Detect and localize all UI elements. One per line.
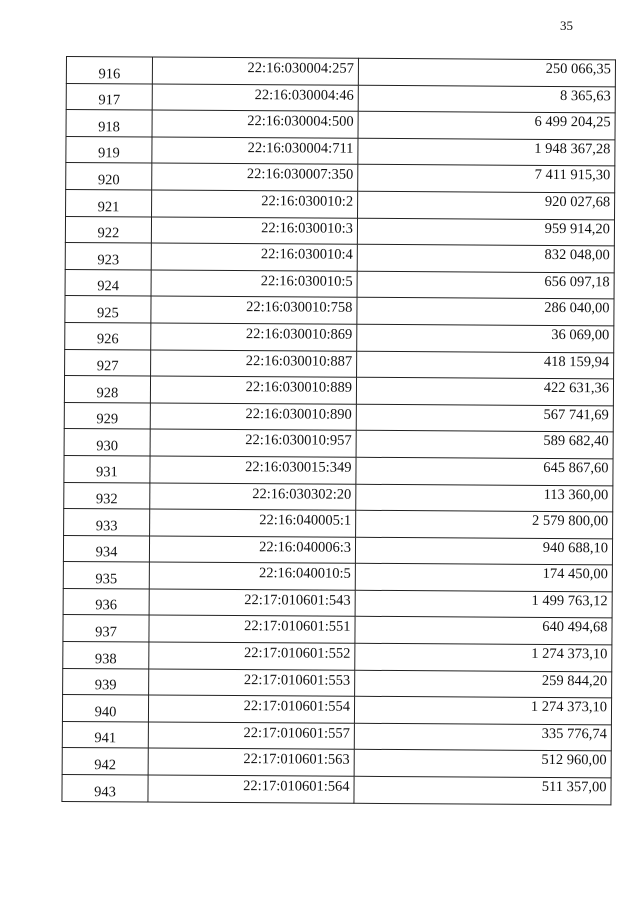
table-row (64, 455, 613, 485)
value-cell: 418 159,94 (357, 351, 614, 379)
value-cell: 512 960,00 (354, 750, 611, 778)
table-body (62, 57, 616, 805)
table-row (63, 562, 612, 592)
table-row (64, 376, 613, 406)
cadastral-number-cell: 22:16:030302:20 (150, 483, 356, 511)
value-cell: 6 499 204,25 (358, 111, 615, 139)
page-number: 35 (560, 18, 573, 33)
value-cell: 567 741,69 (356, 404, 613, 432)
table-row (65, 296, 614, 326)
cadastral-number-cell: 22:16:030010:957 (150, 429, 356, 457)
row-number-cell: 933 (64, 509, 150, 536)
value-cell: 920 027,68 (358, 191, 615, 219)
cadastral-number-cell: 22:17:010601:563 (148, 748, 354, 776)
table-row (63, 615, 612, 645)
table-row (62, 748, 611, 778)
cadastral-number-cell: 22:16:030007:350 (152, 163, 358, 191)
table-row (66, 136, 615, 166)
table-row (66, 189, 615, 219)
row-number-cell: 931 (64, 455, 150, 482)
row-number-cell: 926 (65, 322, 151, 349)
table-row (65, 349, 614, 379)
row-number-cell: 928 (64, 376, 150, 403)
row-number-cell: 934 (63, 535, 149, 562)
cadastral-number-cell: 22:16:030010:890 (150, 403, 356, 431)
value-cell: 8 365,63 (358, 85, 615, 113)
cadastral-number-cell: 22:17:010601:554 (148, 695, 354, 723)
table-row (62, 721, 611, 751)
value-cell: 1 274 373,10 (355, 643, 612, 671)
row-number-cell: 925 (65, 296, 151, 323)
row-number-cell: 917 (66, 83, 152, 110)
table-row (63, 668, 612, 698)
cadastral-number-cell: 22:16:030010:3 (151, 217, 357, 245)
cadastral-number-cell: 22:16:030010:889 (150, 376, 356, 404)
table-row (66, 83, 615, 113)
cadastral-number-cell: 22:16:030010:758 (151, 296, 357, 324)
value-cell: 645 867,60 (356, 457, 613, 485)
cadastral-number-cell: 22:16:040010:5 (149, 562, 355, 590)
row-number-cell: 922 (65, 216, 151, 243)
row-number-cell: 916 (66, 57, 152, 84)
value-cell: 286 040,00 (357, 298, 614, 326)
cadastral-number-cell: 22:17:010601:564 (148, 775, 354, 803)
value-cell: 422 631,36 (356, 377, 613, 405)
cadastral-number-cell: 22:16:040005:1 (150, 509, 356, 537)
table-row (66, 163, 615, 193)
row-number-cell: 921 (66, 189, 152, 216)
row-number-cell: 942 (62, 748, 148, 775)
value-cell: 259 844,20 (355, 670, 612, 698)
cadastral-number-cell: 22:16:030004:257 (152, 57, 358, 85)
value-cell: 7 411 915,30 (358, 165, 615, 193)
cadastral-number-cell: 22:16:030010:4 (151, 243, 357, 271)
row-number-cell: 939 (63, 668, 149, 695)
cadastral-table (61, 56, 616, 805)
row-number-cell: 943 (62, 775, 148, 802)
value-cell: 511 357,00 (354, 776, 611, 804)
value-cell: 656 097,18 (357, 271, 614, 299)
table-row (63, 535, 612, 565)
cadastral-number-cell: 22:16:030010:5 (151, 270, 357, 298)
cadastral-number-cell: 22:16:030015:349 (150, 456, 356, 484)
table-row (64, 402, 613, 432)
cadastral-number-cell: 22:16:030010:869 (151, 323, 357, 351)
table-row (66, 110, 615, 140)
row-number-cell: 924 (65, 269, 151, 296)
value-cell: 959 914,20 (357, 218, 614, 246)
row-number-cell: 941 (62, 721, 148, 748)
cadastral-number-cell: 22:17:010601:543 (149, 589, 355, 617)
row-number-cell: 936 (63, 588, 149, 615)
cadastral-number-cell: 22:16:030004:711 (152, 137, 358, 165)
table-row (65, 216, 614, 246)
table-row (64, 429, 613, 459)
table-row (63, 588, 612, 618)
value-cell: 36 069,00 (357, 324, 614, 352)
cadastral-number-cell: 22:17:010601:552 (149, 642, 355, 670)
row-number-cell: 932 (64, 482, 150, 509)
row-number-cell: 929 (64, 402, 150, 429)
cadastral-number-cell: 22:16:030010:2 (152, 190, 358, 218)
cadastral-number-cell: 22:16:030010:887 (151, 350, 357, 378)
cadastral-number-cell: 22:16:030004:500 (152, 110, 358, 138)
value-cell: 640 494,68 (355, 617, 612, 645)
cadastral-number-cell: 22:17:010601:557 (148, 722, 354, 750)
value-cell: 113 360,00 (356, 484, 613, 512)
cadastral-number-cell: 22:17:010601:553 (149, 669, 355, 697)
cadastral-table-wrapper (61, 56, 616, 805)
value-cell: 1 274 373,10 (354, 697, 611, 725)
row-number-cell: 930 (64, 429, 150, 456)
cadastral-number-cell: 22:17:010601:551 (149, 615, 355, 643)
cadastral-number-cell: 22:16:030004:46 (152, 84, 358, 112)
table-row (65, 243, 614, 273)
row-number-cell: 927 (65, 349, 151, 376)
table-row (64, 509, 613, 539)
table-row (64, 482, 613, 512)
row-number-cell: 937 (63, 615, 149, 642)
row-number-cell: 919 (66, 136, 152, 163)
value-cell: 250 066,35 (358, 58, 615, 86)
table-row (66, 57, 615, 87)
value-cell: 174 450,00 (355, 564, 612, 592)
value-cell: 832 048,00 (357, 244, 614, 272)
table-row (65, 322, 614, 352)
value-cell: 1 948 367,28 (358, 138, 615, 166)
table-row (62, 775, 611, 805)
value-cell: 940 688,10 (355, 537, 612, 565)
value-cell: 589 682,40 (356, 431, 613, 459)
row-number-cell: 940 (62, 695, 148, 722)
value-cell: 335 776,74 (354, 723, 611, 751)
row-number-cell: 920 (66, 163, 152, 190)
table-row (63, 642, 612, 672)
cadastral-number-cell: 22:16:040006:3 (149, 536, 355, 564)
table-row (65, 269, 614, 299)
value-cell: 1 499 763,12 (355, 590, 612, 618)
row-number-cell: 923 (65, 243, 151, 270)
row-number-cell: 935 (63, 562, 149, 589)
row-number-cell: 938 (63, 642, 149, 669)
value-cell: 2 579 800,00 (356, 510, 613, 538)
row-number-cell: 918 (66, 110, 152, 137)
table-row (62, 695, 611, 725)
